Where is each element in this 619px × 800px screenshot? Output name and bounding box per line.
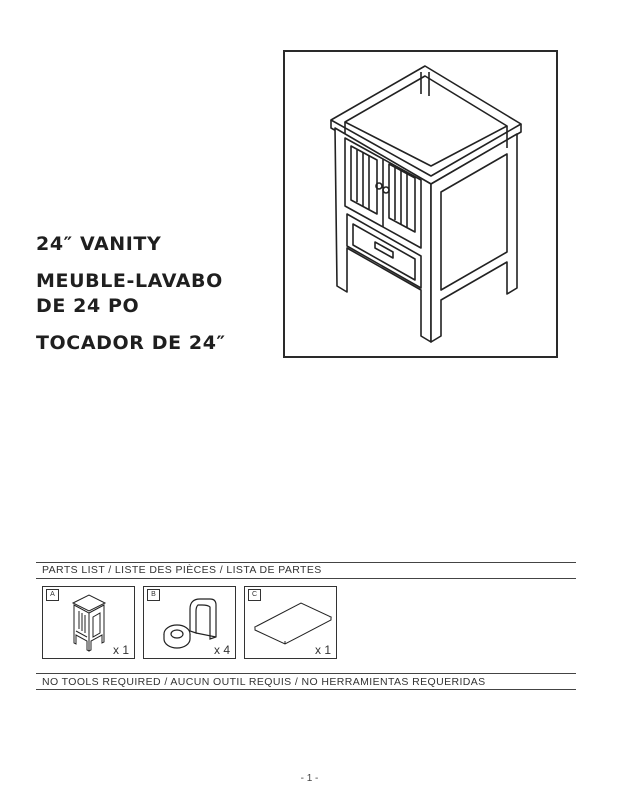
part-b-quantity: x 4 — [213, 643, 230, 657]
vanity-cabinet-illustration — [285, 52, 556, 356]
part-a-letter: A — [46, 589, 59, 601]
no-tools-required-note: NO TOOLS REQUIRED / AUCUN OUTIL REQUIS / NO HERRAMIENTAS REQUERIDAS — [42, 676, 486, 688]
product-image-frame — [283, 50, 558, 358]
part-c-quantity: x 1 — [314, 643, 331, 657]
part-a-quantity: x 1 — [112, 643, 129, 657]
part-a-card — [42, 586, 135, 659]
title-spanish: TOCADOR DE 24″ — [36, 332, 226, 354]
title-french-line1: MEUBLE-LAVABO — [36, 270, 223, 292]
part-c-card — [244, 586, 337, 659]
title-block — [36, 232, 276, 368]
parts-top-rule — [36, 562, 576, 563]
parts-heading-rule — [36, 578, 576, 579]
tools-bottom-rule — [36, 689, 576, 690]
parts-list-heading: PARTS LIST / LISTE DES PIÈCES / LISTA DE PARTES — [42, 564, 322, 576]
part-b-letter: B — [147, 589, 160, 601]
tools-top-rule — [36, 673, 576, 674]
page-number: - 1 - — [300, 773, 319, 784]
title-french — [36, 269, 276, 319]
part-c-letter: C — [248, 589, 261, 601]
part-b-card — [143, 586, 236, 659]
title-english: 24″ VANITY — [36, 233, 162, 255]
title-french-line2: DE 24 PO — [36, 295, 140, 317]
